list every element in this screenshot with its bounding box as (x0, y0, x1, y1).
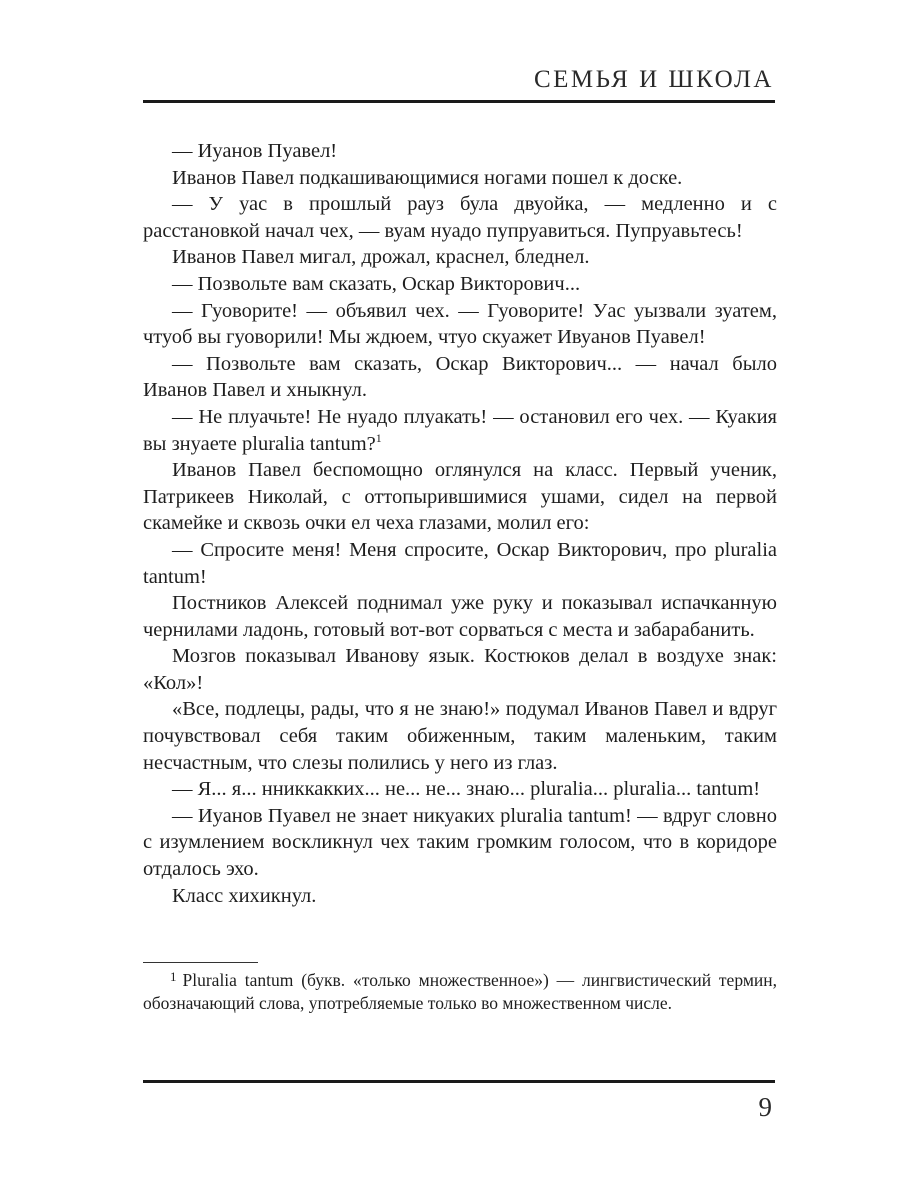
footnote-rule (143, 962, 258, 963)
running-head: СЕМЬЯ И ШКОЛА (533, 66, 774, 93)
paragraph: — Спросите меня! Меня спросите, Оскар Викторович, про pluralia tantum! (143, 538, 777, 588)
footnote (143, 966, 777, 1014)
paragraph: — Иуанов Пуавел! (172, 140, 338, 162)
paragraph-with-footnote (143, 404, 777, 457)
body-text (143, 138, 777, 909)
paragraph: Мозгов показывал Иванову язык. Костюков делал в воздухе знак: «Кол»! (143, 645, 777, 694)
paragraph: Иванов Павел беспомощно оглянулся на класс. Первый ученик, Патрикеев Николай, с оттопырившимися ушами, сидел на первой скамейке и сквозь очки ел чеха глазами, молил его: (143, 459, 777, 535)
page-number: 9 (758, 1092, 772, 1122)
paragraph: Иванов Павел мигал, дрожал, краснел, бледнел. (172, 246, 590, 269)
footer-rule (143, 1080, 775, 1083)
paragraph: Постников Алексей поднимал уже руку и показывал испачканную чернилами ладонь, готовый вот-вот сорваться с места и забарабанить. (143, 592, 777, 641)
footnote-reference: 1 (375, 430, 382, 445)
paragraph: — Позвольте вам сказать, Оскар Викторович... — начал было Иванов Павел и хныкнул. (143, 352, 777, 402)
paragraph: «Все, подлецы, рады, что я не знаю!» подумал Иванов Павел и вдруг почувствовал себя таким обиженным, таким маленьким, таким несчастным, что слезы полились у него из глаз. (143, 698, 777, 774)
paragraph: — Позвольте вам сказать, Оскар Викторович... (172, 272, 581, 295)
header-rule (143, 100, 775, 103)
paragraph: — У уас в прошлый рауз була двуойка, — медленно и с расстановкой начал чех, — вуам нуадо пупруавиться. Пупруавьтесь! (143, 193, 777, 242)
footnote-text: Pluralia tantum (букв. «только множественное») — лингвистический термин, обозначающий слова, употребляемые только во множественном числе. (143, 970, 777, 1013)
paragraph: Класс хихикнул. (172, 884, 317, 907)
paragraph: — Гуоворите! — объявил чех. — Гуоворите! Уас уызвали зуатем, чтуоб вы гуоворили! Мы ждюем, чтуо скуажет Ивуанов Пуавел! (143, 299, 777, 349)
paragraph: Иванов Павел подкашивающимися ногами пошел к доске. (172, 166, 683, 189)
footnote-number: 1 (170, 969, 177, 984)
paragraph: — Иуанов Пуавел не знает никуаких pluralia tantum! — вдруг словно с изумлением воскликнул чех таким громким голосом, что в коридоре отдалось эхо. (143, 804, 777, 881)
paragraph: — Я... я... нниккакких... не... не... знаю... pluralia... pluralia... tantum! (172, 778, 761, 801)
paragraph-text: — Не плуачьте! Не нуадо плуакать! — остановил его чех. — Куакия вы знуаете pluralia tantum? (143, 405, 777, 455)
